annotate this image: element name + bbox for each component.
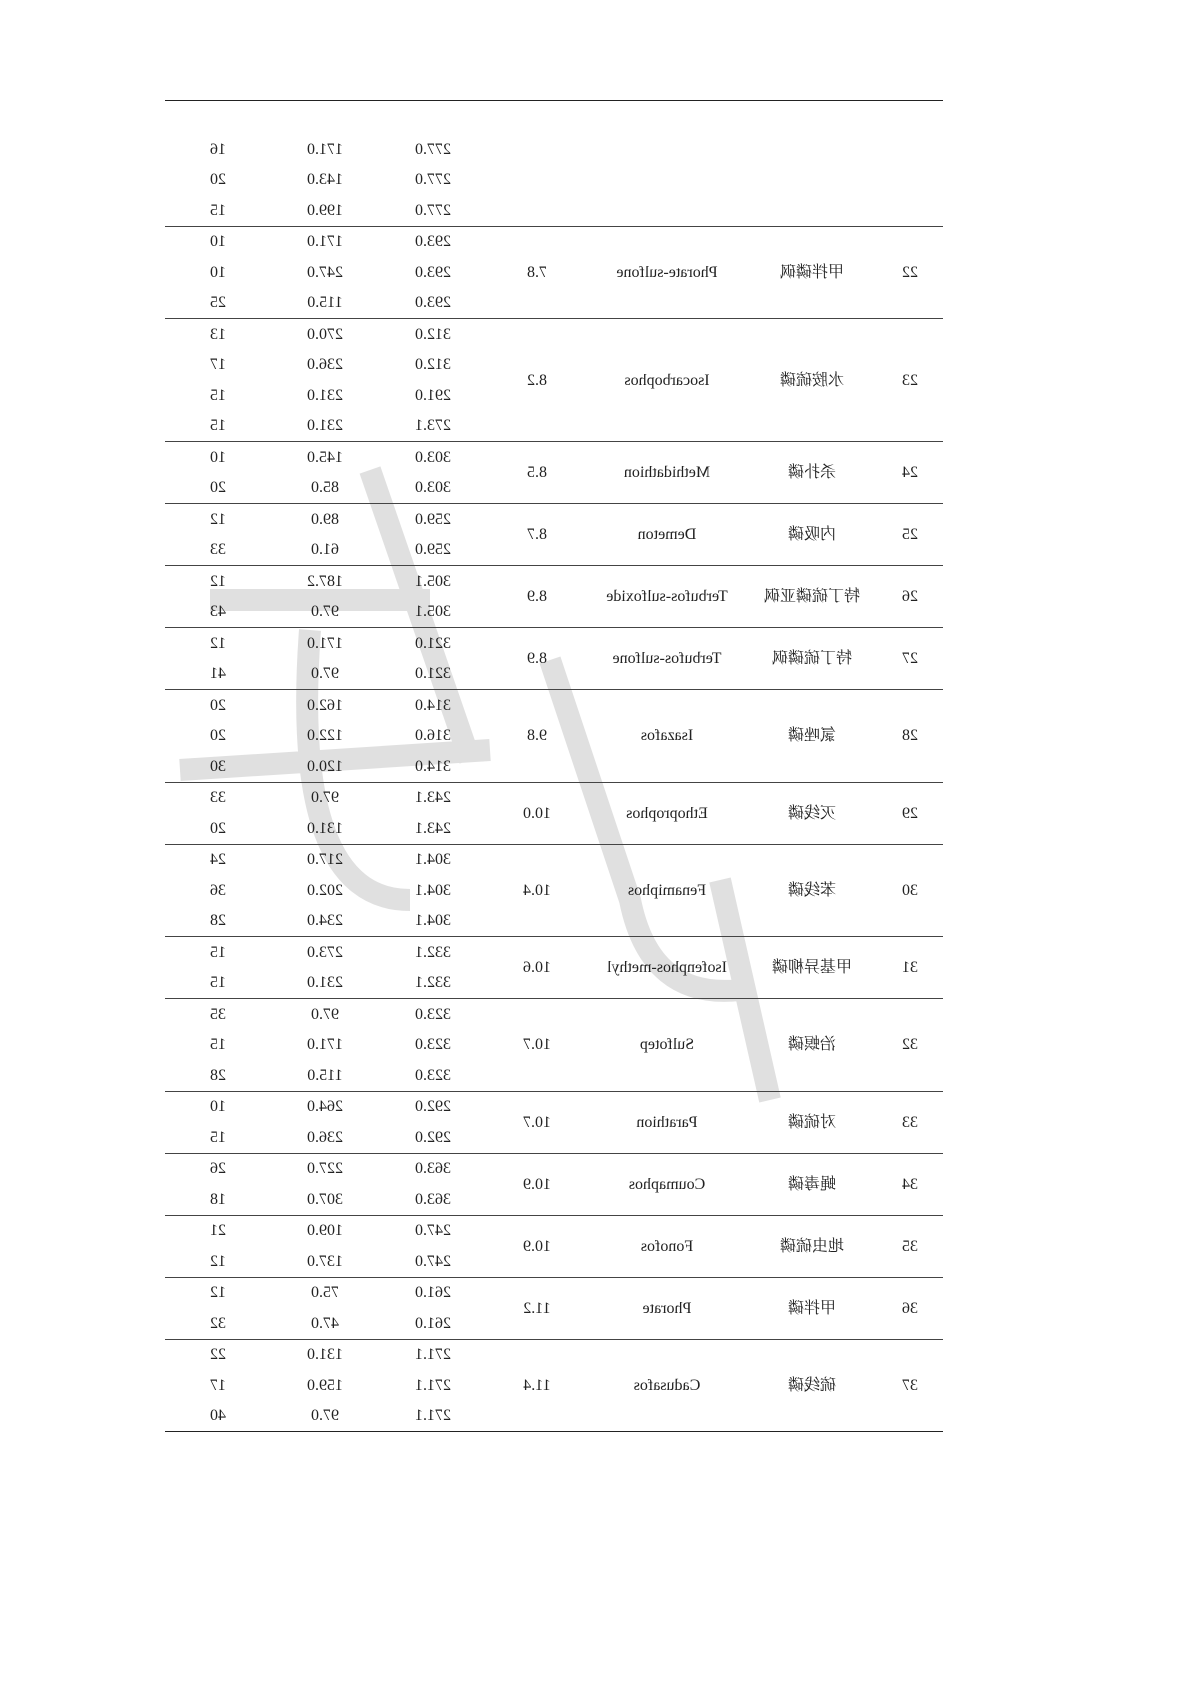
precursor-ion: 271.1: [415, 1376, 451, 1394]
collision-energy: 20: [210, 819, 226, 837]
compound-number: 31: [877, 937, 943, 999]
compound-name-cn: 蝇毒磷: [747, 1153, 877, 1215]
collision-energy: 18: [210, 1190, 226, 1208]
compound-name-en: Isazafos: [587, 690, 747, 783]
compound-name-en: Phorate-sulfone: [587, 226, 747, 319]
compound-name-cn: 甲拌磷砜: [747, 226, 877, 319]
precursor-ion: 305.1: [379, 566, 487, 597]
retention-time: 10.7: [487, 999, 587, 1092]
compound-name-cn: [747, 134, 877, 226]
collision-energy: 15: [210, 201, 226, 219]
product-ion: 171.0: [271, 628, 379, 659]
collision-energy: 36: [210, 881, 226, 899]
collision-energy: 12: [165, 1277, 271, 1308]
retention-time: 10.0: [487, 782, 587, 844]
precursor-ion: 314.0: [379, 690, 487, 721]
compound-name-en: Coumaphos: [587, 1153, 747, 1215]
collision-energy: 15: [210, 386, 226, 404]
compound-name-en: [587, 134, 747, 226]
mrm-parameter-table: [165, 134, 943, 1432]
compound-number: 26: [877, 566, 943, 628]
collision-energy: 28: [210, 912, 226, 930]
collision-energy: 12: [165, 628, 271, 659]
product-ion: 97.0: [271, 782, 379, 813]
precursor-ion: 293.0: [379, 226, 487, 257]
precursor-ion: 303.0: [415, 479, 451, 497]
precursor-ion: 243.1: [415, 819, 451, 837]
product-ion: 171.0: [307, 140, 343, 158]
product-ion: 236.0: [307, 356, 343, 374]
compound-name-cn: 水胺硫磷: [747, 319, 877, 442]
precursor-ion: 261.0: [415, 1314, 451, 1332]
compound-name-cn: 地虫硫磷: [747, 1215, 877, 1277]
collision-energy: 12: [165, 566, 271, 597]
compound-name-cn: 灭线磷: [747, 782, 877, 844]
compound-name-en: Methidathion: [587, 442, 747, 504]
precursor-ion: 292.0: [379, 1091, 487, 1122]
compound-name-cn: 特丁硫磷亚砜: [747, 566, 877, 628]
retention-time: 8.7: [487, 504, 587, 566]
product-ion: 122.0: [307, 727, 343, 745]
precursor-ion: 305.1: [415, 603, 451, 621]
table-row: [165, 844, 943, 875]
collision-energy: 21: [165, 1215, 271, 1246]
compound-name-cn: 硫线磷: [747, 1339, 877, 1432]
compound-number: 37: [877, 1339, 943, 1432]
compound-name-en: Fonofos: [587, 1215, 747, 1277]
retention-time: 8.9: [487, 566, 587, 628]
collision-energy: 25: [210, 294, 226, 312]
table-row: [165, 1339, 943, 1370]
compound-name-cn: 氯唑磷: [747, 690, 877, 783]
compound-number: 36: [877, 1277, 943, 1339]
precursor-ion: 304.1: [415, 912, 451, 930]
precursor-ion: 291.0: [415, 386, 451, 404]
product-ion: 171.0: [307, 1036, 343, 1054]
compound-number: 27: [877, 628, 943, 690]
compound-number: 32: [877, 999, 943, 1092]
retention-time: 10.7: [487, 1091, 587, 1153]
precursor-ion: 316.0: [415, 727, 451, 745]
precursor-ion: 277.0: [415, 140, 451, 158]
retention-time: 10.4: [487, 844, 587, 937]
precursor-ion: 332.1: [379, 937, 487, 968]
collision-energy: 10: [165, 442, 271, 473]
compound-name-cn: 特丁硫磷砜: [747, 628, 877, 690]
table-row: [165, 782, 943, 813]
compound-name-en: Parathion: [587, 1091, 747, 1153]
collision-energy: 20: [165, 690, 271, 721]
collision-energy: 16: [210, 140, 226, 158]
product-ion: 131.0: [307, 819, 343, 837]
collision-energy: 28: [210, 1066, 226, 1084]
product-ion: 264.0: [271, 1091, 379, 1122]
product-ion: 145.0: [271, 442, 379, 473]
compound-name-en: Phorate: [587, 1277, 747, 1339]
collision-energy: 10: [165, 226, 271, 257]
collision-energy: 24: [165, 844, 271, 875]
product-ion: 131.0: [271, 1339, 379, 1370]
compound-name-en: Terbufos-sulfoxide: [587, 566, 747, 628]
compound-name-cn: 对硫磷: [747, 1091, 877, 1153]
product-ion: 97.0: [271, 999, 379, 1030]
product-ion: 120.0: [307, 757, 343, 775]
precursor-ion: 271.1: [379, 1339, 487, 1370]
retention-time: 7.8: [487, 226, 587, 319]
collision-energy: 33: [210, 541, 226, 559]
precursor-ion: 312.0: [379, 319, 487, 350]
table-row: [165, 1153, 943, 1184]
retention-time: 10.6: [487, 937, 587, 999]
compound-name-en: Isocarbophos: [587, 319, 747, 442]
precursor-ion: 259.0: [415, 541, 451, 559]
precursor-ion: 323.0: [415, 1066, 451, 1084]
precursor-ion: 321.0: [379, 628, 487, 659]
precursor-ion: 277.0: [415, 171, 451, 189]
compound-name-en: Isofenphos-methyl: [587, 937, 747, 999]
collision-energy: 40: [165, 1401, 271, 1432]
retention-time: 8.2: [487, 319, 587, 442]
collision-energy: 33: [165, 782, 271, 813]
collision-energy: 15: [210, 1036, 226, 1054]
collision-energy: 12: [165, 504, 271, 535]
precursor-ion: 304.1: [379, 844, 487, 875]
product-ion: 97.0: [311, 665, 339, 683]
precursor-ion: 273.1: [415, 417, 451, 435]
product-ion: 199.0: [307, 201, 343, 219]
product-ion: 307.0: [307, 1190, 343, 1208]
table-top-rule: [165, 100, 943, 101]
collision-energy: 35: [165, 999, 271, 1030]
collision-energy: 17: [210, 356, 226, 374]
product-ion: 231.0: [307, 386, 343, 404]
table-row: [165, 504, 943, 535]
product-ion: 109.0: [271, 1215, 379, 1246]
product-ion: 227.0: [271, 1153, 379, 1184]
collision-energy: 26: [165, 1153, 271, 1184]
product-ion: 171.0: [271, 226, 379, 257]
compound-name-cn: 内吸磷: [747, 504, 877, 566]
compound-name-cn: 甲基异柳磷: [747, 937, 877, 999]
collision-energy: 10: [165, 1091, 271, 1122]
precursor-ion: 303.0: [379, 442, 487, 473]
precursor-ion: 271.1: [379, 1401, 487, 1432]
product-ion: 115.0: [307, 294, 343, 312]
table-row: [165, 999, 943, 1030]
compound-number: 35: [877, 1215, 943, 1277]
product-ion: 75.0: [271, 1277, 379, 1308]
collision-energy: 30: [210, 757, 226, 775]
collision-energy: 13: [165, 319, 271, 350]
product-ion: 236.0: [307, 1128, 343, 1146]
retention-time: 11.4: [487, 1339, 587, 1432]
compound-number: 25: [877, 504, 943, 566]
precursor-ion: 323.0: [379, 999, 487, 1030]
table-row: [165, 226, 943, 257]
retention-time: 10.9: [487, 1153, 587, 1215]
collision-energy: 10: [210, 263, 226, 281]
table-row: [165, 319, 943, 350]
table-row: [165, 442, 943, 473]
table-row: [165, 134, 943, 165]
table-row: [165, 1215, 943, 1246]
product-ion: 89.0: [271, 504, 379, 535]
collision-energy: 22: [165, 1339, 271, 1370]
product-ion: 217.0: [271, 844, 379, 875]
product-ion: 231.0: [307, 974, 343, 992]
precursor-ion: 363.0: [415, 1190, 451, 1208]
product-ion: 143.0: [307, 171, 343, 189]
product-ion: 115.0: [307, 1066, 343, 1084]
precursor-ion: 323.0: [415, 1036, 451, 1054]
precursor-ion: 247.0: [379, 1215, 487, 1246]
collision-energy: 20: [210, 727, 226, 745]
compound-number: 33: [877, 1091, 943, 1153]
collision-energy: 15: [210, 417, 226, 435]
collision-energy: 43: [210, 603, 226, 621]
collision-energy: 15: [210, 974, 226, 992]
compound-number: 29: [877, 782, 943, 844]
collision-energy: 41: [210, 665, 226, 683]
compound-name-cn: 治螟磷: [747, 999, 877, 1092]
precursor-ion: 304.1: [415, 881, 451, 899]
precursor-ion: 332.1: [415, 974, 451, 992]
precursor-ion: 292.0: [415, 1128, 451, 1146]
precursor-ion: 261.0: [379, 1277, 487, 1308]
retention-time: 11.2: [487, 1277, 587, 1339]
compound-name-en: Cadusafos: [587, 1339, 747, 1432]
compound-name-cn: 苯线磷: [747, 844, 877, 937]
compound-number: 28: [877, 690, 943, 783]
retention-time: 8.5: [487, 442, 587, 504]
product-ion: 273.0: [271, 937, 379, 968]
compound-name-cn: 杀扑磷: [747, 442, 877, 504]
compound-number: [877, 134, 943, 226]
product-ion: 231.0: [307, 417, 343, 435]
compound-number: 30: [877, 844, 943, 937]
table-row: [165, 690, 943, 721]
product-ion: 97.0: [311, 603, 339, 621]
compound-name-en: Terbufos-sulfone: [587, 628, 747, 690]
collision-energy: 12: [210, 1252, 226, 1270]
collision-energy: 32: [210, 1314, 226, 1332]
table-row: [165, 566, 943, 597]
precursor-ion: 293.0: [415, 294, 451, 312]
compound-name-cn: 甲拌磷: [747, 1277, 877, 1339]
precursor-ion: 363.0: [379, 1153, 487, 1184]
product-ion: 270.0: [271, 319, 379, 350]
precursor-ion: 321.0: [415, 665, 451, 683]
precursor-ion: 243.1: [379, 782, 487, 813]
product-ion: 159.0: [307, 1376, 343, 1394]
compound-name-en: Fenamiphos: [587, 844, 747, 937]
table-row: [165, 1277, 943, 1308]
compound-name-en: Ethoprophos: [587, 782, 747, 844]
product-ion: 187.2: [271, 566, 379, 597]
product-ion: 247.0: [307, 263, 343, 281]
precursor-ion: 312.0: [415, 356, 451, 374]
precursor-ion: 314.0: [415, 757, 451, 775]
compound-number: 34: [877, 1153, 943, 1215]
collision-energy: 20: [210, 171, 226, 189]
retention-time: [487, 134, 587, 226]
collision-energy: 15: [165, 937, 271, 968]
table-row: [165, 937, 943, 968]
product-ion: 47.0: [311, 1314, 339, 1332]
compound-name-en: Demeton: [587, 504, 747, 566]
collision-energy: 15: [210, 1128, 226, 1146]
product-ion: 162.0: [271, 690, 379, 721]
product-ion: 202.0: [307, 881, 343, 899]
compound-name-en: Sulfotep: [587, 999, 747, 1092]
product-ion: 97.0: [271, 1401, 379, 1432]
table-row: [165, 1091, 943, 1122]
compound-number: 22: [877, 226, 943, 319]
table-row: [165, 628, 943, 659]
product-ion: 61.0: [311, 541, 339, 559]
product-ion: 137.0: [307, 1252, 343, 1270]
precursor-ion: 293.0: [415, 263, 451, 281]
retention-time: 8.9: [487, 628, 587, 690]
compound-number: 24: [877, 442, 943, 504]
precursor-ion: 277.0: [415, 201, 451, 219]
precursor-ion: 259.0: [379, 504, 487, 535]
collision-energy: 17: [210, 1376, 226, 1394]
retention-time: 9.8: [487, 690, 587, 783]
retention-time: 10.9: [487, 1215, 587, 1277]
collision-energy: 20: [210, 479, 226, 497]
precursor-ion: 247.0: [415, 1252, 451, 1270]
compound-number: 23: [877, 319, 943, 442]
product-ion: 85.0: [311, 479, 339, 497]
product-ion: 234.0: [307, 912, 343, 930]
